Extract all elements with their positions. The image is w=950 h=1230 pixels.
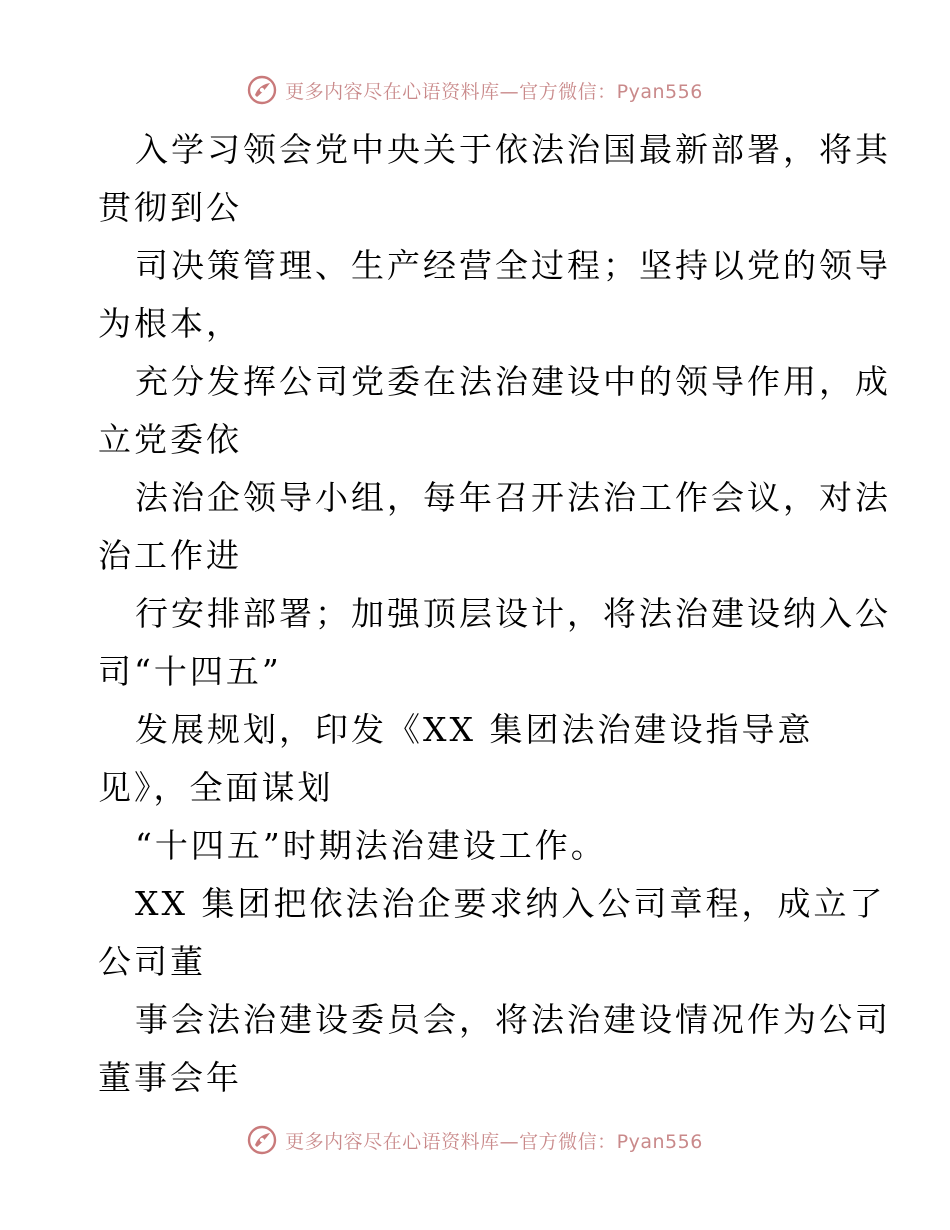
body-line: 司“十四五”	[98, 652, 282, 691]
body-line: 法治企领导小组，每年召开法治工作会议，对法	[135, 478, 891, 517]
body-line: 见》，全面谋划	[98, 768, 334, 807]
body-line: 司决策管理、生产经营全过程；坚持以党的领导	[135, 246, 891, 285]
body-line: 行安排部署；加强顶层设计，将法治建设纳入公	[135, 594, 891, 633]
body-line: “十四五”时期法治建设工作。	[135, 826, 607, 865]
body-line: 立党委依	[98, 420, 242, 459]
body-line: 入学习领会党中央关于依法治国最新部署，将其	[135, 130, 891, 169]
body-line: 事会法治建设委员会，将法治建设情况作为公司	[135, 1000, 891, 1039]
footer-watermark-text: 更多内容尽在心语资料库—官方微信：Pyan556	[285, 1130, 703, 1153]
body-line: 治工作进	[98, 536, 242, 575]
body-line: 充分发挥公司党委在法治建设中的领导作用，成	[135, 362, 891, 401]
body-line: 董事会年	[98, 1058, 242, 1097]
header-watermark-text: 更多内容尽在心语资料库—官方微信：Pyan556	[285, 80, 703, 103]
body-line: 公司董	[98, 942, 206, 981]
body-line: 发展规划，印发《XX 集团法治建设指导意	[135, 710, 814, 749]
body-line: 贯彻到公	[98, 188, 242, 227]
footer-watermark	[0, 1120, 950, 1160]
red-seal-logo-icon	[247, 1125, 277, 1155]
body-line: 为根本，	[98, 304, 242, 343]
body-line: XX 集团把依法治企要求纳入公司章程，成立了	[135, 884, 886, 923]
